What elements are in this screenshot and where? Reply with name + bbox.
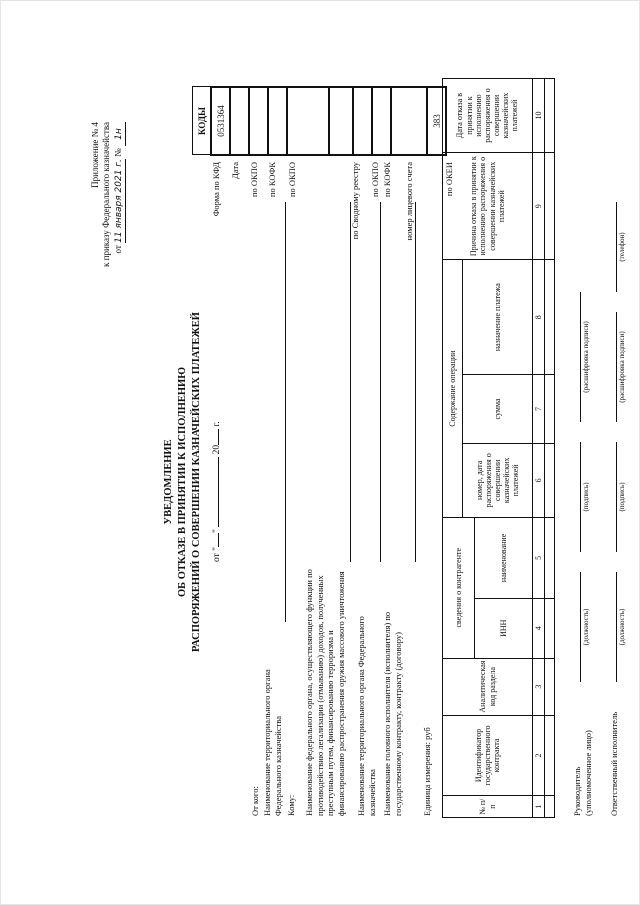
col-num-8: 8 (533, 260, 545, 375)
code-kfd: 0531364 (211, 87, 230, 155)
operations-table (442, 78, 555, 818)
header-reason: Причина отказа в принятии к исполнению распоряжения о совершении казначейских платежей (443, 153, 533, 260)
header-order: номер, дата распоряжения о совершении казначейских платежей (463, 443, 533, 517)
label-from-whom: От кого: (250, 786, 260, 816)
header-content: Содержание операции (443, 260, 463, 518)
label-registry: по Сводному реестру (350, 162, 360, 240)
codes-table (192, 86, 447, 156)
label-kofk-2: по КОФК (382, 162, 392, 198)
header-date: Дата отказа в принятии к исполнению распоряжения о совершении казначейских платежей (443, 79, 533, 153)
code-registry (329, 87, 353, 155)
label-account: номер лицевого счета (404, 162, 414, 241)
codes-header: КОДЫ (193, 87, 212, 155)
col-num-1: 1 (533, 796, 545, 818)
head-signature-caption: (подпись) (582, 482, 590, 512)
header-sum: сумма (463, 375, 533, 444)
code-kofk-2 (372, 87, 391, 155)
label-unit: Единица измерения: руб (422, 727, 432, 816)
header-inn: ИНН (475, 598, 533, 658)
header-purpose: назначение платежа (463, 260, 533, 375)
appendix-line-2: к приказу Федерального казначейства (101, 122, 112, 267)
label-contractor: Наименование головного исполнителя (исполнителя) по государственному контракту, контракту (договору) (382, 611, 403, 816)
code-okei: 383 (427, 87, 446, 155)
code-okpo-1 (249, 87, 268, 155)
label-executor: Ответственный исполнитель (609, 711, 619, 816)
label-kofk-1: по КОФК (267, 162, 277, 198)
document-sheet (60, 52, 626, 852)
executor-signature-caption: (подпись) (618, 482, 626, 512)
date-line: от "" 20 г. (212, 421, 222, 562)
label-okpo-3: по ОКПО (370, 162, 380, 198)
document-title: УВЕДОМЛЕНИЕ ОБ ОТКАЗЕ В ПРИНЯТИИ К ИСПОЛНЕНИЮ РАСПОРЯЖЕНИЙ О СОВЕРШЕНИИ КАЗНАЧЕЙСКИХ ПЛАТЕЖЕЙ (163, 312, 203, 652)
label-date: Дата (230, 162, 240, 179)
appendix-line-3: от 11 января 2021 г. № 1н (113, 122, 126, 382)
code-account (391, 87, 427, 155)
executor-decoding-caption: (расшифровка подписи) (618, 331, 626, 403)
code-okpo-2 (287, 87, 329, 155)
header-analytic: Аналитическая код раздела (443, 658, 533, 715)
header-counterparty: сведения о контрагенте (443, 517, 475, 658)
col-num-2: 2 (533, 715, 545, 796)
col-num-3: 3 (533, 658, 545, 715)
header-name: наименование (475, 517, 533, 598)
label-federal-body: Наименование федерального органа, осуществляющего функции по противодействию легализации (отмыванию) доходов, полученных преступным путем, финансированию терроризма и финансированию распространения оружия массового уничтожения (304, 569, 346, 816)
label-head: Руководитель (уполномоченное лицо) (572, 730, 593, 816)
code-kofk-1 (268, 87, 287, 155)
label-okei: по ОКЕИ (444, 162, 454, 197)
appendix-block (90, 122, 126, 382)
label-territorial-body-2: Наименование территориального органа Федерального казначейства (356, 616, 377, 816)
executor-phone-caption: (телефон) (618, 232, 626, 262)
label-okpo-1: по ОКПО (249, 162, 259, 198)
code-date (230, 87, 249, 155)
col-num-10: 10 (533, 79, 545, 153)
table-row (545, 79, 555, 818)
label-territorial-body: Наименование территориального органа Федерального казначейства (262, 669, 283, 816)
label-to-whom: Кому: (286, 794, 296, 816)
executor-position-caption: (должность) (618, 608, 626, 646)
col-num-9: 9 (533, 153, 545, 260)
appendix-number: 1н (114, 122, 126, 146)
col-num-4: 4 (533, 598, 545, 658)
head-position-caption: (должность) (582, 608, 590, 646)
label-kfd: Форма по КФД (211, 162, 221, 217)
head-decoding-caption: (расшифровка подписи) (582, 321, 590, 393)
col-num-7: 7 (533, 375, 545, 444)
label-okpo-2: по ОКПО (287, 162, 297, 198)
col-num-5: 5 (533, 517, 545, 598)
header-no: № п/п (443, 796, 533, 818)
header-contract-id: Идентификатор государственного контракта (443, 715, 533, 796)
appendix-line-1: Приложение № 4 (90, 122, 100, 188)
col-num-6: 6 (533, 443, 545, 517)
appendix-date: 11 января 2021 г. (114, 159, 126, 243)
code-okpo-3 (353, 87, 372, 155)
